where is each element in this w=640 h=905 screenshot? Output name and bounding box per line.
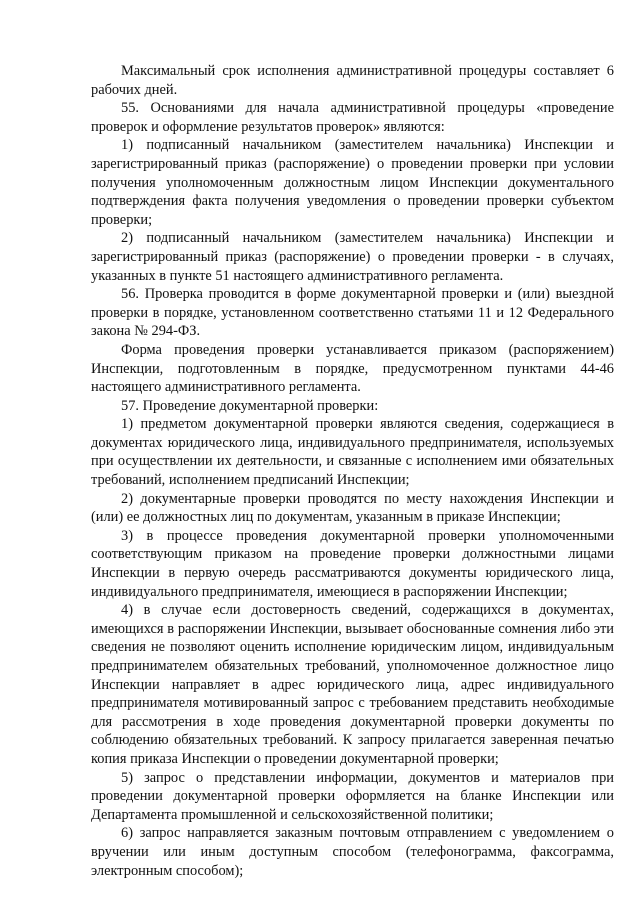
paragraph-57-item-4: 4) в случае если достоверность сведений, содержащихся в документах, имеющихся в распоряжении Инспекции, вызывает обоснованные сомнения либо эти сведения не позволяют оценить исполнение юридическим лицом, индивидуальным предпринимателем обязательных требований, уполномоченное должностное лицо Инспекции направляет в адрес юридического лица, адрес индивидуального предпринимателя мотивированный запрос с требованием представить необходимые для рассмотрения в ходе проведения документарной проверки документы по соблюдению обязательных требований. К запросу прилагается заверенная печатью копия приказа Инспекции о проведении документарной проверки; bbox=[91, 602, 614, 767]
paragraph-57-item-2: 2) документарные проверки проводятся по месту нахождения Инспекции и (или) ее должностных лиц по документам, указанным в приказе Инспекции; bbox=[91, 490, 614, 526]
paragraph-55-item-1: 1) подписанный начальником (заместителем начальника) Инспекции и зарегистрированный приказ (распоряжение) о проведении проверки при условии получения уполномоченным должностным лицом Инспекции документального подтверждения факта получения уведомления о проведении проверки субъектом проверки; bbox=[91, 137, 614, 228]
paragraph-55-item-2: 2) подписанный начальником (заместителем начальника) Инспекции и зарегистрированный приказ (распоряжение) о проведении проверки - в случаях, указанных в пункте 51 настоящего административного регламента. bbox=[91, 230, 614, 284]
paragraph-57-item-1: 1) предметом документарной проверки являются сведения, содержащиеся в документах юридического лица, индивидуального предпринимателя, используемых при осуществлении их деятельности, и связанные с исполнением ими обязательных требований, исполнением предписаний Инспекции; bbox=[91, 416, 614, 489]
paragraph-57-item-6: 6) запрос направляется заказным почтовым отправлением с уведомлением о вручении или иным доступным способом (телефонограмма, факсограмма, электронным способом); bbox=[91, 825, 614, 879]
paragraph-57: 57. Проведение документарной проверки: bbox=[121, 397, 379, 414]
paragraph-56: 56. Проверка проводится в форме документарной проверки и (или) выездной проверки в порядке, установленном соответственно статьями 11 и 12 Федерального закона № 294-ФЗ. bbox=[91, 286, 614, 340]
paragraph-57-item-5: 5) запрос о представлении информации, документов и материалов при проведении документарной проверки оформляется на бланке Инспекции или Департамента промышленной и сельскохозяйственной политики; bbox=[91, 769, 614, 823]
document-body bbox=[91, 62, 614, 880]
paragraph-56-form: Форма проведения проверки устанавливается приказом (распоряжением) Инспекции, подготовленным в порядке, предусмотренном пунктами 44-46 настоящего административного регламента. bbox=[91, 341, 614, 396]
paragraph-57-item-3: 3) в процессе проведения документарной проверки уполномоченными соответствующим приказом на проведение проверки должностными лицами Инспекции в первую очередь рассматриваются документы юридического лица, индивидуального предпринимателя, имеющиеся в распоряжении Инспекции; bbox=[91, 527, 614, 600]
paragraph-55: 55. Основаниями для начала административной процедуры «проведение проверок и оформление результатов проверок» являются: bbox=[91, 100, 614, 135]
paragraph-max-term: Максимальный срок исполнения административной процедуры составляет 6 рабочих дней. bbox=[91, 63, 614, 98]
